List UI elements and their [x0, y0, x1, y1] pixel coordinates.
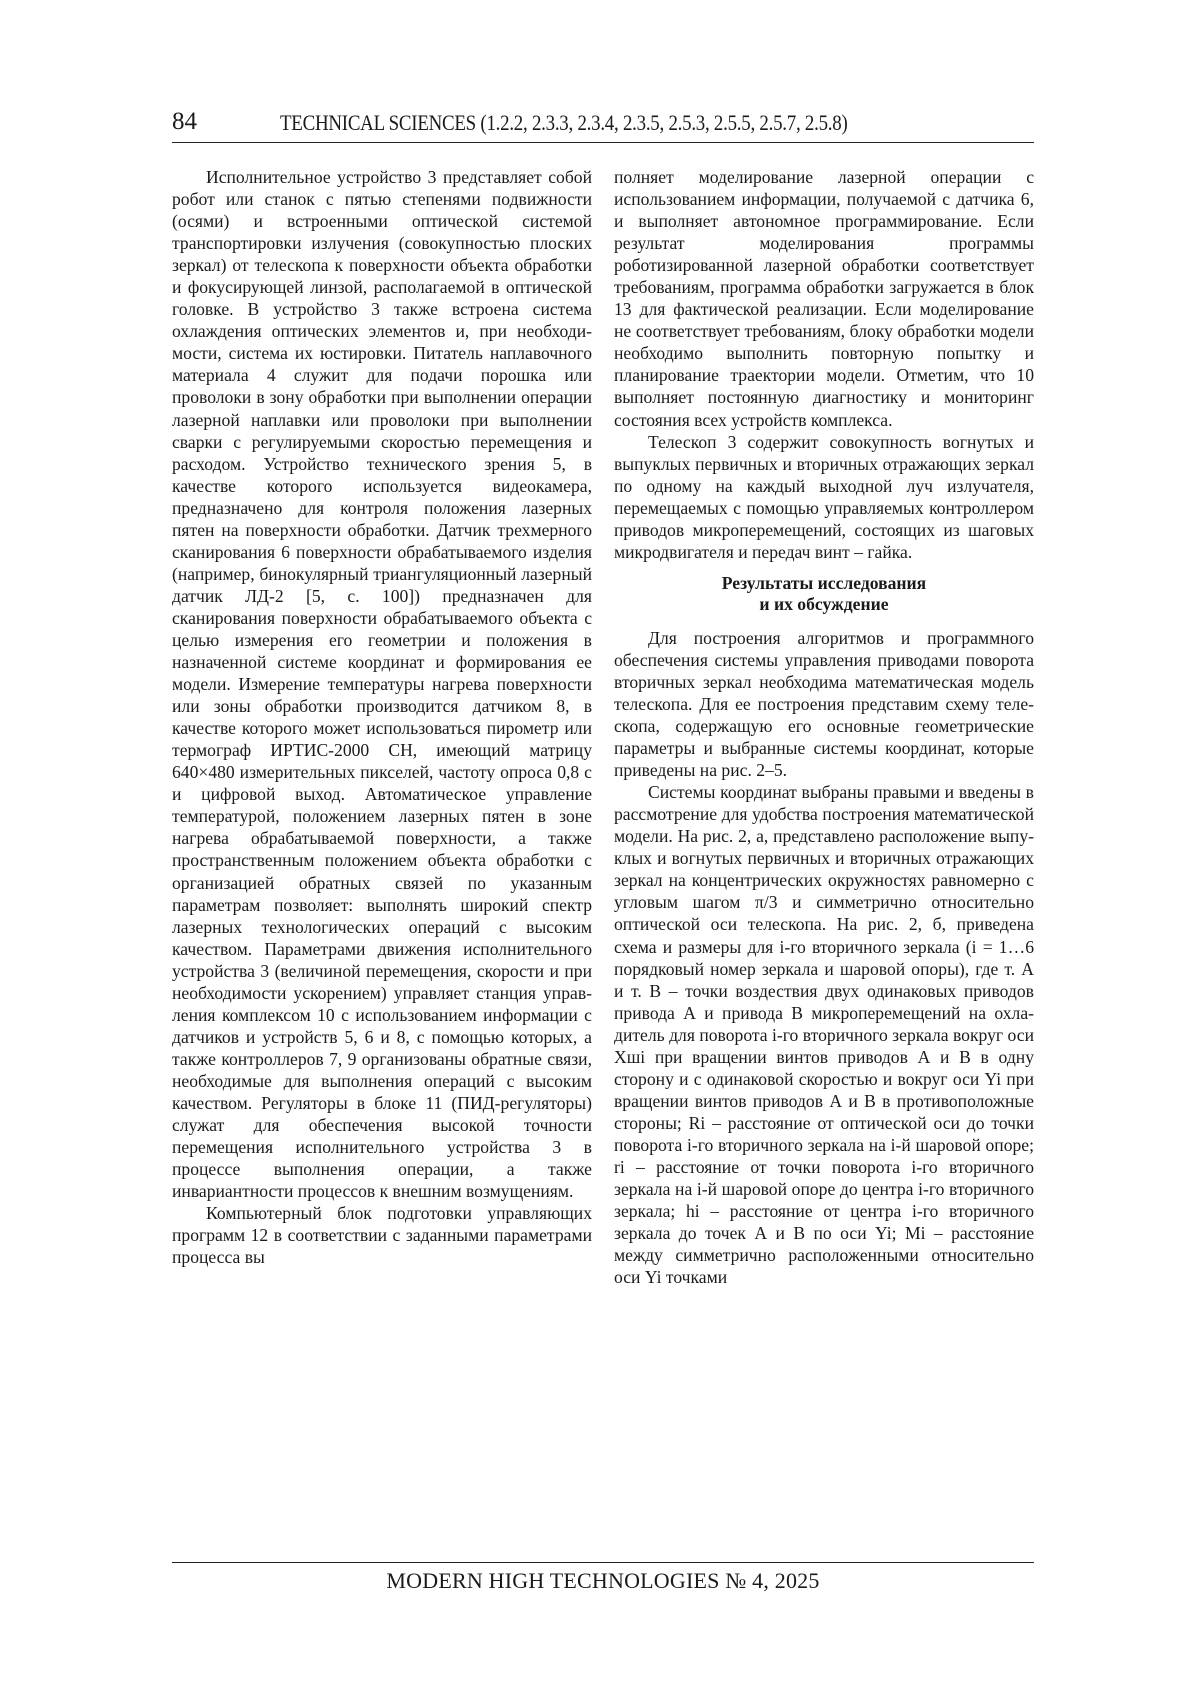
footer-rule [172, 1562, 1034, 1563]
running-head [172, 108, 1034, 142]
header-rule [172, 142, 1034, 143]
body-paragraph: Телескоп 3 содержит совокупность вогнутых и выпуклых первичных и вторичных отражающих зеркал по одному на каждый выходной луч излучателя, перемещаемых с помощью управляемых контроллером приводов микроперемещений, состоящих из шаговых микродвигателя и передач винт – гайка. [614, 431, 1034, 562]
page-number: 84 [172, 108, 197, 135]
body-paragraph: полняет моделирование лазерной операции с использованием информации, получаемой с датчика 6, и выполняет автономное программирование. Если результат моделирования программы роботизированной лазерной обработки соответствует требованиям, программа обработки загружается в блок 13 для фактической реализации. Если моделирование не соответствует требованиям, блоку обработки модели необходимо выполнить повторную попытку и планирование траектории модели. Отметим, что 10 выполняет постоянную диагностику и мониторинг состояния всех устройств комплекса. [614, 167, 1034, 430]
section-heading-line: и их обсуждение [759, 593, 889, 614]
body-paragraph: Системы координат выбраны правыми и введены в рассмотрение для удобства построения математической модели. На рис. 2, а, представлено расположение выпуклых и вогнутых первичных и вторичных отражающих зеркал на концентрических окружностях равномерно с угловым шагом π/3 и симметрично относительно оптической оси телескопа. На рис. 2, б, приведена схема и размеры для i-го вторичного зеркала (i = 1…6 порядковый номер зеркала и шаровой опоры), где т. А и т. В – точки воздествия двух одинаковых приводов привода А и привода В микроперемещений на охладитель для поворота i-го вторичного зеркала вокруг оси Xшi при вращении винтов приводов А и В в одну сторону и с одинаковой скоростью и вокруг оси Yi при вращении винтов приводов А и В в противоположные стороны; Ri – расстояние от оптической оси до точки поворота i-го вторичного зеркала на i-й шаровой опоре; ri – расстояние от точки поворота i-го вторичного зеркала на i-й шаровой опоре до центра i-го вторичного зеркала; hi – расстояние от центра i-го вторичного зеркала до точек А и В по оси Yi; Mi – расстояние между симметрично расположенными относительно оси Yi точками [614, 782, 1034, 1288]
section-heading-line: Результаты исследования [721, 572, 927, 593]
journal-section-title: TECHNICAL SCIENCES (1.2.2, 2.3.3, 2.3.4, 2.3.5, 2.5.3, 2.5.5, 2.5.7, 2.5.8) [280, 110, 848, 135]
section-heading [614, 573, 1034, 615]
body-paragraph: Компьютерный блок подготовки управляющих программ 12 в соответствии с заданными параметрами процесса вы [172, 1203, 592, 1268]
left-column [172, 166, 592, 1268]
journal-footer: MODERN HIGH TECHNOLOGIES № 4, 2025 [386, 1568, 820, 1593]
right-column [614, 166, 1034, 1288]
body-paragraph: Исполнительное устройство 3 представляет собой робот или станок с пятью степенями подвижности (осями) и встроенными оптической системой транспортировки излучения (совокупностью плоских зеркал) от телескопа к поверхности объекта обработки и фокусирующей линзой, располагаемой в оптической головке. В устройство 3 также встроена система охлаждения оптических элементов и, при необходимости, система их юстировки. Питатель наплавочного материала 4 служит для подачи порошка или проволоки в зону обработки при выполнении операции лазерной наплавки или проволоки при выполнении сварки с регулируемыми скоростью перемещения и расходом. Устройство технического зрения 5, в качестве которого используется видеокамера, предназначено для контроля положения лазерных пятен на поверхности обработки. Датчик трехмерного сканирования 6 поверхности обрабатываемого изделия (например, бинокулярный триангуляционный лазерный датчик ЛД-2 [5, с. 100]) предназначен для сканирования поверхности обрабатываемого объекта с целью измерения его геометрии и положения в назначенной системе координат и формирования ее модели. Измерение температуры нагрева поверхности или зоны обработки производится датчиком 8, в качестве которого может использоваться пирометр или термограф ИРТИС-2000 СН, имеющий матрицу 640×480 измерительных пикселей, частоту опроса 0,8 с и цифровой выход. Автоматическое управление температурой, положением лазерных пятен в зоне нагрева обрабатываемой поверхности, а также пространственным положением объекта обработки с организацией обратных связей по указанным параметрам позволяет: выполнять широкий спектр лазерных технологических операций с высоким качеством. Параметрами движения исполнительного устройства 3 (величиной перемещения, скорости и при необходимости ускорением) управляет станция управления комплексом 10 с использованием информации с датчиков и устройств 5, 6 и 8, с помощью которых, а также контроллеров 7, 9 организованы обратные связи, необходимые для выполнения операций с высоким качеством. Регуляторы в блоке 11 (ПИД-регуляторы) служат для обеспечения высокой точности перемещения исполнительного устройства 3 в процессе выполнения операции, а также инвариантности процессов к внешним возмущениям. [172, 167, 592, 1202]
body-paragraph: Для построения алгоритмов и программного обеспечения системы управления приводами поворота вторичных зеркал необходима математическая модель телескопа. Для ее построения представим схему телескопа, содержащую его основные геометрические параметры и выбранные системы координат, которые приведены на рис. 2–5. [614, 627, 1034, 781]
